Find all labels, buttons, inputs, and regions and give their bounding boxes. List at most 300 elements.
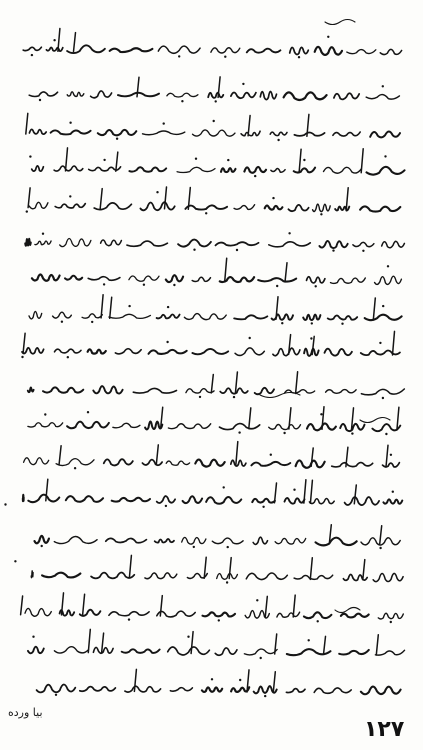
script-word: [60, 238, 91, 246]
script-word: [32, 166, 44, 171]
diacritic-dot: [256, 599, 258, 601]
script-word: [247, 49, 281, 53]
script-word: [313, 204, 331, 211]
script-word: [361, 350, 400, 355]
script-word: [251, 462, 290, 466]
script-word: [375, 276, 402, 284]
letter-stroke: [380, 526, 382, 544]
diacritic-dot: [362, 250, 364, 252]
script-word: [118, 93, 159, 97]
script-word: [255, 388, 274, 394]
diacritic-dot: [128, 305, 130, 307]
diacritic-dot: [61, 321, 63, 323]
letter-stroke: [88, 629, 90, 652]
script-word: [265, 206, 283, 210]
script-word: [235, 348, 264, 356]
script-word: [231, 92, 256, 98]
script-word: [93, 647, 113, 653]
diacritic-dot: [218, 619, 220, 621]
diacritic-dot: [390, 454, 392, 456]
diacritic-dot: [315, 285, 317, 287]
script-word: [296, 460, 325, 467]
letter-stroke: [225, 258, 227, 281]
script-word: [275, 538, 306, 544]
script-word: [221, 168, 236, 172]
letter-stroke: [285, 263, 287, 282]
script-word: [334, 93, 359, 99]
letter-stroke: [310, 480, 312, 503]
script-word: [285, 498, 305, 504]
script-word: [375, 650, 404, 655]
diacritic-dot: [341, 323, 343, 325]
script-word: [192, 349, 228, 354]
script-word: [178, 240, 211, 247]
script-word: [166, 275, 183, 282]
diacritic-dot: [238, 431, 240, 433]
script-word: [125, 686, 161, 692]
diacritic-dot: [264, 695, 266, 697]
script-word: [365, 315, 402, 320]
script-word: [234, 315, 267, 319]
script-word: [29, 311, 42, 318]
script-word: [325, 349, 352, 356]
diacritic-dot: [205, 212, 207, 214]
diacritic-dot: [53, 39, 55, 41]
script-word: [192, 277, 210, 281]
script-word: [65, 276, 82, 280]
script-word: [231, 460, 246, 466]
script-word: [25, 608, 51, 616]
letter-stroke: [249, 408, 251, 429]
script-word: [145, 573, 177, 579]
letter-stroke: [354, 485, 356, 504]
diacritic-dot: [103, 159, 105, 161]
letter-stroke: [248, 116, 250, 136]
diacritic-dot: [67, 356, 69, 358]
script-word: [32, 274, 60, 280]
letter-stroke: [311, 448, 313, 466]
script-word: [157, 314, 180, 318]
letter-stroke: [296, 372, 298, 394]
diacritic-dot: [308, 639, 310, 641]
script-word: [110, 48, 153, 52]
script-word: [66, 496, 103, 502]
diacritic-dot: [392, 491, 394, 493]
script-word: [28, 647, 44, 654]
letter-stroke: [299, 149, 301, 172]
script-word: [215, 648, 237, 655]
script-word: [183, 496, 203, 503]
diacritic-dot: [262, 506, 264, 508]
diacritic-dot: [187, 636, 189, 638]
diacritic-dot: [320, 213, 322, 215]
diacritic-dot: [293, 489, 295, 491]
letter-stroke: [160, 596, 162, 616]
diacritic-dot: [288, 232, 290, 234]
diacritic-dot: [211, 678, 213, 680]
script-word: [288, 205, 308, 211]
script-word: [112, 498, 150, 502]
diacritic-dot: [166, 341, 168, 343]
diacritic-dot: [4, 503, 6, 505]
script-word: [43, 387, 83, 392]
diacritic-dot: [55, 694, 57, 696]
diacritic-dot: [178, 55, 180, 57]
script-word: [23, 495, 24, 501]
script-word: [122, 649, 160, 653]
script-word: [382, 241, 405, 247]
script-word: [24, 458, 49, 465]
script-word: [273, 348, 300, 356]
script-word: [54, 166, 83, 171]
letter-stroke: [386, 445, 388, 467]
script-word: [115, 349, 141, 354]
script-word: [246, 573, 287, 580]
letter-stroke: [59, 446, 61, 464]
diacritic-dot: [143, 284, 145, 286]
script-word: [28, 387, 34, 392]
diacritic-dot: [181, 100, 183, 102]
script-word: [80, 687, 116, 692]
script-word: [269, 424, 301, 429]
diacritic-dot: [379, 547, 381, 549]
diacritic-dot: [116, 138, 118, 140]
diacritic-dot: [128, 618, 130, 620]
diacritic-dot: [223, 486, 225, 488]
script-word: [31, 571, 33, 578]
letter-stroke: [236, 442, 238, 466]
diacritic-dot: [249, 337, 251, 339]
script-word: [113, 423, 140, 428]
diacritic-dot: [351, 432, 353, 434]
diacritic-dot: [14, 560, 16, 562]
letter-stroke: [21, 596, 23, 615]
script-word: [372, 424, 400, 431]
script-word: [271, 169, 285, 173]
script-word: [212, 538, 243, 544]
diacritic-dot: [327, 36, 329, 38]
diacritic-dot: [26, 210, 28, 212]
script-word: [167, 93, 198, 97]
script-word: [373, 573, 403, 581]
diacritic-dot: [385, 433, 387, 435]
diacritic-dot: [332, 249, 334, 251]
diacritic-dot: [226, 581, 228, 583]
script-word: [29, 92, 57, 97]
letter-stroke: [137, 77, 139, 97]
diacritic-dot: [382, 397, 384, 399]
script-word: [339, 650, 369, 655]
script-word: [55, 204, 85, 208]
script-word: [220, 424, 260, 430]
diacritic-dot: [199, 396, 201, 398]
script-word: [244, 167, 266, 173]
diacritic-dot: [21, 356, 23, 358]
script-word: [46, 48, 62, 52]
script-word: [88, 349, 106, 353]
script-word: [361, 687, 401, 695]
script-word: [29, 129, 46, 134]
script-word: [127, 241, 167, 246]
letter-stroke: [129, 555, 131, 577]
letter-stroke: [66, 148, 68, 171]
diacritic-dot: [320, 413, 322, 415]
script-word: [166, 461, 189, 465]
letter-stroke: [393, 331, 395, 355]
letter-stroke: [26, 113, 28, 134]
letter-stroke: [58, 29, 60, 52]
script-word: [314, 688, 351, 693]
letter-stroke: [289, 408, 291, 429]
script-word: [35, 241, 51, 245]
script-word: [332, 463, 373, 467]
diacritic-dot: [156, 191, 158, 193]
letter-stroke: [273, 672, 275, 692]
diacritic-dot: [163, 122, 165, 124]
script-word: [109, 612, 149, 616]
diacritic-dot: [167, 306, 169, 308]
catchword: بیا ورده: [8, 706, 43, 719]
diacritic-dot: [173, 284, 175, 286]
script-word: [367, 167, 405, 175]
script-word: [294, 575, 333, 579]
diacritic-dot: [74, 467, 76, 469]
script-word: [307, 277, 325, 283]
script-word: [309, 499, 334, 504]
diacritic-dot: [379, 342, 381, 344]
interlinear-note: [360, 418, 390, 423]
diacritic-dot: [44, 413, 46, 415]
letter-stroke: [28, 188, 30, 208]
script-word: [51, 130, 91, 134]
diacritic-dot: [193, 546, 195, 548]
script-word: [184, 314, 226, 320]
letter-stroke: [110, 297, 112, 318]
script-word: [37, 685, 76, 693]
diacritic-dot: [41, 545, 43, 547]
diacritic-dot: [311, 322, 313, 324]
diacritic-dot: [233, 396, 235, 398]
interlinear-note: [325, 20, 355, 25]
letter-stroke: [191, 632, 193, 654]
diacritic-dot: [213, 120, 215, 122]
script-word: [370, 131, 400, 137]
diacritic-dot: [236, 249, 238, 251]
script-word: [253, 537, 267, 544]
script-word: [211, 48, 240, 53]
diacritic-dot: [382, 85, 384, 87]
letter-stroke: [100, 189, 102, 209]
script-word: [383, 499, 402, 503]
script-word: [203, 612, 236, 616]
diacritic-dot: [260, 657, 262, 659]
letter-stroke: [116, 152, 118, 171]
script-word: [56, 459, 94, 466]
letter-stroke: [83, 594, 85, 615]
script-word: [326, 390, 357, 394]
script-word: [220, 388, 248, 393]
diacritic-dot: [91, 321, 93, 323]
script-word: [82, 314, 102, 318]
script-word: [244, 649, 277, 655]
letter-stroke: [322, 407, 324, 430]
script-word: [129, 167, 166, 172]
script-word: [54, 536, 97, 543]
script-word: [260, 92, 276, 100]
script-word: [216, 242, 259, 245]
interlinear-note: [260, 393, 300, 398]
script-word: [142, 460, 162, 466]
script-word: [29, 202, 48, 208]
script-word: [22, 348, 44, 354]
script-word: [345, 497, 380, 505]
script-word: [143, 131, 185, 135]
letter-stroke: [134, 669, 136, 691]
diacritic-dot: [69, 122, 71, 124]
letter-stroke: [293, 595, 295, 617]
letter-stroke: [324, 636, 326, 654]
script-word: [341, 614, 369, 618]
diacritic-dot: [276, 285, 278, 287]
script-word: [91, 91, 112, 98]
script-word: [67, 92, 84, 97]
diacritic-dot: [270, 454, 272, 456]
diacritic-dot: [227, 546, 229, 548]
script-word: [23, 47, 41, 50]
script-word: [195, 460, 224, 467]
diacritic-dot: [69, 195, 71, 197]
script-word: [333, 132, 360, 136]
script-word: [290, 47, 309, 54]
diacritic-dot: [242, 83, 244, 85]
diacritic-dot: [317, 620, 319, 622]
script-word: [284, 92, 327, 100]
letter-stroke: [363, 560, 365, 580]
letter-stroke: [165, 187, 167, 209]
script-word: [157, 496, 175, 503]
script-word: [140, 202, 174, 210]
script-word: [145, 422, 162, 430]
diacritic-dot: [283, 432, 285, 434]
letter-stroke: [310, 558, 312, 580]
letter-stroke: [376, 635, 378, 655]
script-word: [133, 388, 176, 393]
script-word: [208, 93, 223, 98]
diacritic-dot: [31, 54, 33, 56]
diacritic-dot: [103, 283, 105, 285]
diacritic-dot: [215, 100, 217, 102]
script-word: [304, 612, 332, 618]
diacritic-dot: [281, 322, 283, 324]
script-word: [54, 647, 88, 653]
script-word: [170, 688, 192, 692]
script-word: [252, 499, 275, 503]
script-word: [294, 133, 324, 136]
script-word: [67, 422, 109, 429]
script-word: [258, 278, 296, 281]
script-word: [360, 206, 400, 211]
script-word: [303, 315, 320, 321]
diacritic-dot: [165, 505, 167, 507]
script-word: [277, 612, 300, 617]
script-word: [202, 687, 222, 691]
script-word: [316, 538, 357, 546]
script-word: [234, 205, 255, 210]
script-word: [149, 350, 187, 354]
script-word: [331, 278, 366, 283]
script-word: [328, 316, 358, 320]
script-word: [378, 613, 403, 619]
script-word: [158, 46, 200, 53]
diacritic-dot: [32, 636, 34, 638]
diacritic-dot: [272, 197, 274, 199]
script-word: [353, 242, 374, 246]
script-word: [168, 424, 210, 429]
letter-stroke: [373, 298, 375, 320]
script-word: [347, 50, 376, 54]
script-word: [361, 389, 404, 395]
script-word: [206, 497, 241, 504]
script-word: [104, 459, 133, 465]
script-word: [193, 130, 236, 136]
diacritic-dot: [277, 139, 279, 141]
script-word: [241, 131, 260, 136]
script-word: [269, 242, 311, 247]
letter-stroke: [304, 480, 306, 503]
script-word: [42, 573, 80, 578]
script-word: [93, 386, 122, 393]
script-word: [98, 130, 137, 135]
diacritic-dot: [298, 56, 300, 58]
script-word: [366, 95, 399, 100]
script-word: [217, 573, 238, 579]
letter-stroke: [23, 333, 25, 353]
script-word: [109, 314, 150, 318]
letter-stroke: [361, 149, 363, 173]
letter-stroke: [265, 596, 267, 616]
diacritic-dot: [29, 155, 31, 157]
diacritic-dot: [42, 233, 44, 235]
script-word: [182, 537, 206, 544]
script-word: [25, 239, 31, 246]
diacritic-dot: [224, 56, 226, 58]
letter-stroke: [211, 375, 213, 393]
script-word: [157, 611, 195, 617]
diacritic-dot: [390, 621, 392, 623]
letter-stroke: [275, 483, 277, 503]
diacritic-dot: [195, 158, 197, 160]
diacritic-dot: [303, 159, 305, 161]
script-word: [383, 463, 400, 467]
script-word: [168, 647, 210, 655]
script-word: [315, 47, 342, 55]
script-word: [286, 689, 305, 693]
script-word: [177, 167, 215, 172]
script-word: [294, 168, 315, 173]
diacritic-dot: [239, 679, 241, 681]
script-word: [324, 167, 362, 173]
diacritic-dot: [310, 337, 312, 339]
script-word: [106, 538, 147, 542]
script-word: [88, 277, 120, 281]
script-word: [270, 132, 287, 136]
script-word: [55, 349, 82, 353]
diacritic-dot: [227, 159, 229, 161]
script-word: [35, 536, 49, 543]
diacritic-dot: [87, 411, 89, 413]
script-word: [67, 45, 105, 53]
script-word: [28, 495, 59, 503]
